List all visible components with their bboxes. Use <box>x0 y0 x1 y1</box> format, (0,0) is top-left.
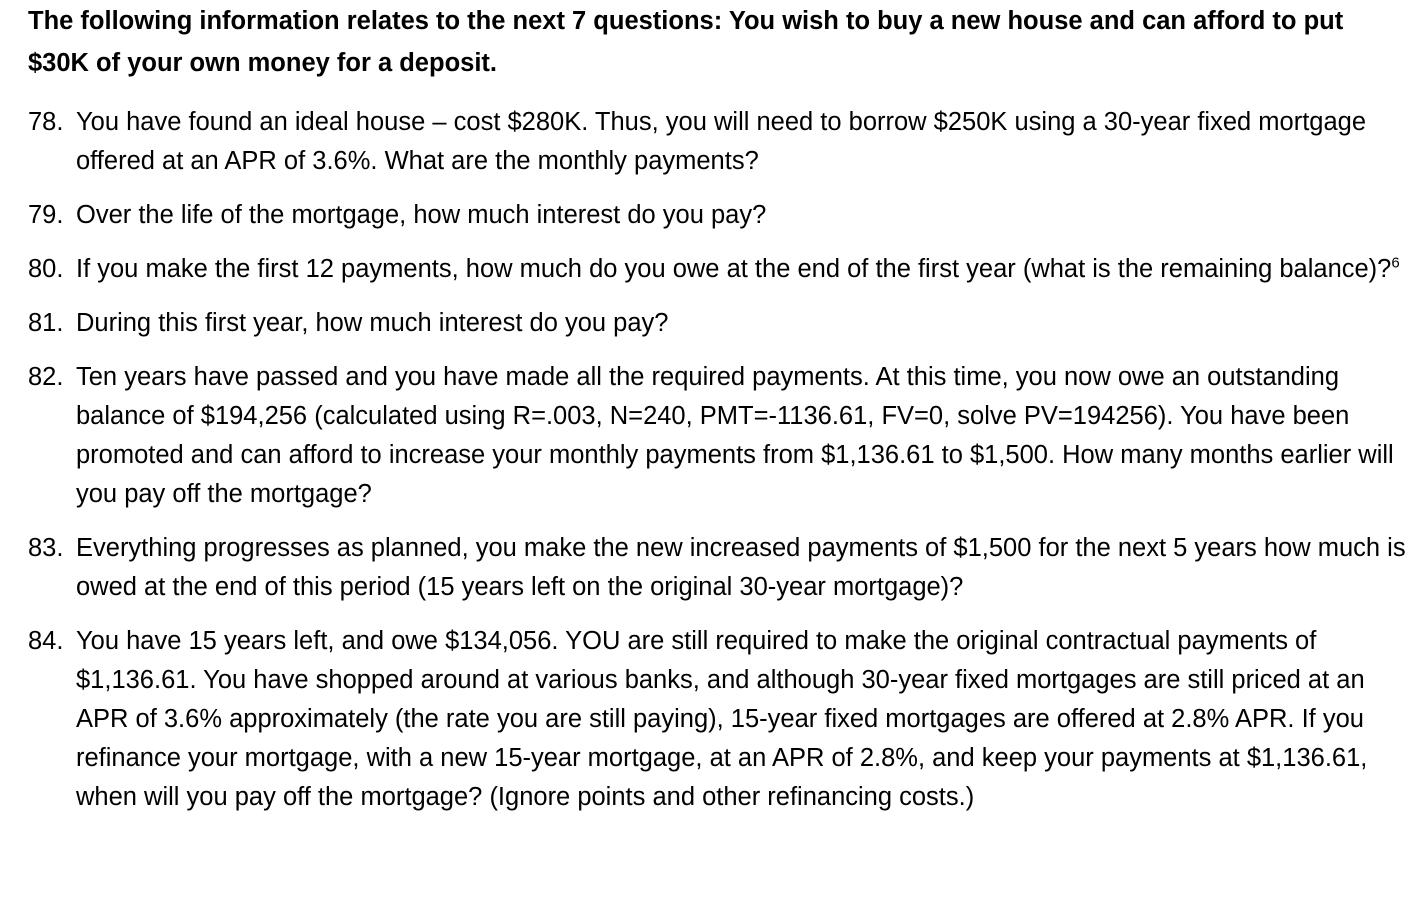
question-82 <box>28 358 1408 514</box>
document-page <box>28 0 1408 832</box>
question-number: 84. <box>28 627 64 655</box>
question-81 <box>28 304 1408 343</box>
question-text: Over the life of the mortgage, how much interest do you pay? <box>76 201 767 229</box>
question-text: You have 15 years left, and owe $134,056. YOU are still required to make the original contractual payments of $1,136.61. You have shopped around at various banks, and although 30-year fixed mortgages are still priced at an APR of 3.6% approximately (the rate you are still paying), 15-year fixed mortgages are offered at 2.8% APR. If you refinance your mortgage, with a new 15-year mortgage, at an APR of 2.8%, and keep your payments at $1,136.61, when will you pay off the mortgage? (Ignore points and other refinancing costs.) <box>76 627 1368 811</box>
question-number: 83. <box>28 534 64 562</box>
question-80 <box>28 250 1408 289</box>
question-84 <box>28 622 1408 817</box>
question-list <box>28 103 1408 817</box>
question-83 <box>28 529 1408 607</box>
question-number: 79. <box>28 201 64 229</box>
question-79 <box>28 196 1408 235</box>
question-text: Ten years have passed and you have made all the required payments. At this time, you now owe an outstanding balance of $194,256 (calculated using R=.003, N=240, PMT=-1136.61, FV=0, solve PV=194256). You have been promoted and can afford to increase your monthly payments from $1,136.61 to $1,500. How many months earlier will you pay off the mortgage? <box>76 363 1394 508</box>
question-text: During this first year, how much interest do you pay? <box>76 309 669 337</box>
question-number: 78. <box>28 108 64 136</box>
question-text: Everything progresses as planned, you make the new increased payments of $1,500 for the next 5 years how much is owed at the end of this period (15 years left on the original 30-year mortgage)? <box>76 534 1406 601</box>
question-number: 80. <box>28 255 64 283</box>
question-78 <box>28 103 1408 181</box>
footnote-marker: 6 <box>1391 254 1400 272</box>
question-text: You have found an ideal house – cost $280K. Thus, you will need to borrow $250K using a 30-year fixed mortgage offered at an APR of 3.6%. What are the monthly payments? <box>76 108 1367 175</box>
intro-heading: The following information relates to the next 7 questions: You wish to buy a new house and can afford to put $30K of your own money for a deposit. <box>28 7 1344 77</box>
question-text: If you make the first 12 payments, how much do you owe at the end of the first year (what is the remaining balance)? <box>76 255 1392 283</box>
question-number: 81. <box>28 309 64 337</box>
question-number: 82. <box>28 363 64 391</box>
